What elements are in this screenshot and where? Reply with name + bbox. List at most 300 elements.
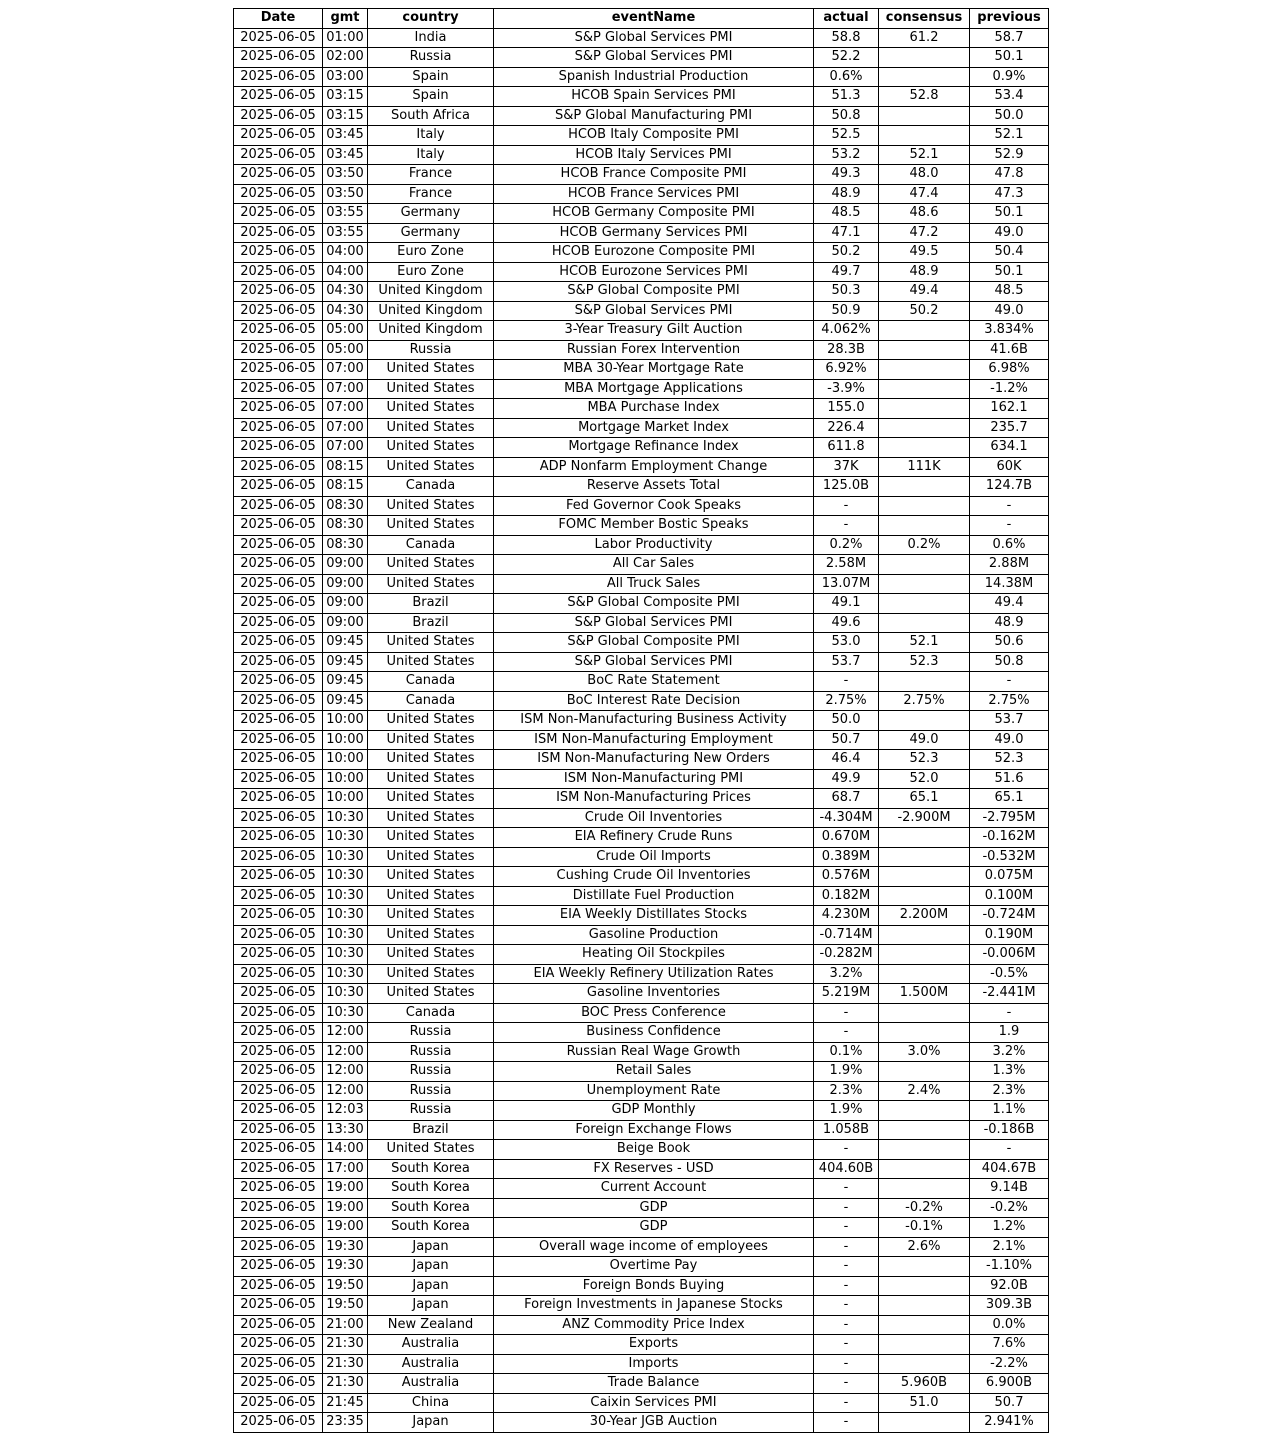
cell-consensus: -0.1% xyxy=(879,1218,970,1238)
cell-date: 2025-06-05 xyxy=(234,1159,323,1179)
cell-event-name: S&P Global Services PMI xyxy=(494,48,814,68)
cell-consensus: 2.200M xyxy=(879,906,970,926)
cell-consensus xyxy=(879,516,970,536)
table-row xyxy=(234,321,1049,341)
cell-date: 2025-06-05 xyxy=(234,1140,323,1160)
cell-consensus xyxy=(879,1179,970,1199)
cell-date: 2025-06-05 xyxy=(234,1062,323,1082)
cell-gmt: 10:30 xyxy=(323,1003,368,1023)
table-row xyxy=(234,1296,1049,1316)
cell-actual: - xyxy=(814,1218,879,1238)
cell-consensus: 49.0 xyxy=(879,730,970,750)
cell-event-name: Fed Governor Cook Speaks xyxy=(494,496,814,516)
table-row xyxy=(234,184,1049,204)
cell-actual: 48.5 xyxy=(814,204,879,224)
cell-date: 2025-06-05 xyxy=(234,711,323,731)
column-header-actual: actual xyxy=(814,9,879,29)
cell-date: 2025-06-05 xyxy=(234,1198,323,1218)
cell-event-name: HCOB Eurozone Composite PMI xyxy=(494,243,814,263)
cell-consensus: 111K xyxy=(879,457,970,477)
cell-event-name: MBA Purchase Index xyxy=(494,399,814,419)
table-row xyxy=(234,925,1049,945)
cell-country: United States xyxy=(368,379,494,399)
cell-consensus: 52.1 xyxy=(879,145,970,165)
cell-date: 2025-06-05 xyxy=(234,769,323,789)
cell-date: 2025-06-05 xyxy=(234,808,323,828)
cell-gmt: 07:00 xyxy=(323,438,368,458)
table-row xyxy=(234,769,1049,789)
cell-gmt: 09:00 xyxy=(323,594,368,614)
cell-actual: 48.9 xyxy=(814,184,879,204)
cell-consensus: 48.0 xyxy=(879,165,970,185)
cell-consensus: 2.4% xyxy=(879,1081,970,1101)
table-row xyxy=(234,126,1049,146)
cell-date: 2025-06-05 xyxy=(234,321,323,341)
cell-event-name: BoC Rate Statement xyxy=(494,672,814,692)
cell-date: 2025-06-05 xyxy=(234,48,323,68)
cell-consensus xyxy=(879,1120,970,1140)
cell-consensus xyxy=(879,67,970,87)
cell-event-name: 30-Year JGB Auction xyxy=(494,1413,814,1433)
cell-event-name: EIA Weekly Distillates Stocks xyxy=(494,906,814,926)
cell-gmt: 10:30 xyxy=(323,925,368,945)
cell-gmt: 19:30 xyxy=(323,1257,368,1277)
column-header-previous: previous xyxy=(970,9,1049,29)
cell-event-name: Beige Book xyxy=(494,1140,814,1160)
cell-country: China xyxy=(368,1393,494,1413)
cell-event-name: Overtime Pay xyxy=(494,1257,814,1277)
cell-actual: 53.2 xyxy=(814,145,879,165)
cell-previous: 52.1 xyxy=(970,126,1049,146)
table-row xyxy=(234,223,1049,243)
cell-event-name: FOMC Member Bostic Speaks xyxy=(494,516,814,536)
cell-consensus xyxy=(879,847,970,867)
cell-actual: 46.4 xyxy=(814,750,879,770)
cell-event-name: S&P Global Services PMI xyxy=(494,301,814,321)
cell-date: 2025-06-05 xyxy=(234,184,323,204)
cell-country: Australia xyxy=(368,1354,494,1374)
cell-actual: 0.389M xyxy=(814,847,879,867)
cell-gmt: 19:50 xyxy=(323,1276,368,1296)
table-row xyxy=(234,633,1049,653)
cell-event-name: Business Confidence xyxy=(494,1023,814,1043)
cell-previous: -2.2% xyxy=(970,1354,1049,1374)
table-row xyxy=(234,1023,1049,1043)
cell-previous: 60K xyxy=(970,457,1049,477)
cell-date: 2025-06-05 xyxy=(234,1218,323,1238)
cell-event-name: Mortgage Refinance Index xyxy=(494,438,814,458)
cell-consensus xyxy=(879,594,970,614)
cell-previous: -0.006M xyxy=(970,945,1049,965)
cell-event-name: 3-Year Treasury Gilt Auction xyxy=(494,321,814,341)
cell-event-name: GDP Monthly xyxy=(494,1101,814,1121)
cell-gmt: 03:15 xyxy=(323,87,368,107)
cell-event-name: Reserve Assets Total xyxy=(494,477,814,497)
cell-actual: 50.2 xyxy=(814,243,879,263)
cell-consensus xyxy=(879,1101,970,1121)
cell-previous: -2.441M xyxy=(970,984,1049,1004)
table-row xyxy=(234,399,1049,419)
cell-actual: 1.9% xyxy=(814,1062,879,1082)
cell-gmt: 09:00 xyxy=(323,574,368,594)
cell-country: South Korea xyxy=(368,1159,494,1179)
table-row xyxy=(234,516,1049,536)
table-row xyxy=(234,808,1049,828)
cell-gmt: 03:55 xyxy=(323,223,368,243)
cell-event-name: All Truck Sales xyxy=(494,574,814,594)
cell-previous: 41.6B xyxy=(970,340,1049,360)
cell-gmt: 08:30 xyxy=(323,535,368,555)
cell-actual: 50.3 xyxy=(814,282,879,302)
table-row xyxy=(234,1413,1049,1433)
cell-consensus: 52.8 xyxy=(879,87,970,107)
cell-date: 2025-06-05 xyxy=(234,204,323,224)
cell-gmt: 09:00 xyxy=(323,613,368,633)
cell-consensus: 3.0% xyxy=(879,1042,970,1062)
cell-date: 2025-06-05 xyxy=(234,282,323,302)
cell-consensus: 52.0 xyxy=(879,769,970,789)
cell-country: Japan xyxy=(368,1276,494,1296)
cell-consensus xyxy=(879,418,970,438)
cell-previous: 1.3% xyxy=(970,1062,1049,1082)
cell-gmt: 10:30 xyxy=(323,808,368,828)
cell-previous: 6.900B xyxy=(970,1374,1049,1394)
cell-gmt: 21:30 xyxy=(323,1354,368,1374)
cell-actual: - xyxy=(814,1296,879,1316)
cell-date: 2025-06-05 xyxy=(234,1276,323,1296)
cell-actual: - xyxy=(814,1374,879,1394)
cell-previous: - xyxy=(970,672,1049,692)
cell-previous: 49.0 xyxy=(970,223,1049,243)
cell-date: 2025-06-05 xyxy=(234,438,323,458)
cell-date: 2025-06-05 xyxy=(234,301,323,321)
cell-gmt: 08:15 xyxy=(323,457,368,477)
cell-consensus: 47.2 xyxy=(879,223,970,243)
cell-country: South Korea xyxy=(368,1218,494,1238)
cell-gmt: 14:00 xyxy=(323,1140,368,1160)
cell-country: Spain xyxy=(368,67,494,87)
cell-consensus xyxy=(879,1276,970,1296)
cell-actual: 0.182M xyxy=(814,886,879,906)
cell-date: 2025-06-05 xyxy=(234,340,323,360)
cell-country: United States xyxy=(368,516,494,536)
cell-date: 2025-06-05 xyxy=(234,1042,323,1062)
cell-country: Euro Zone xyxy=(368,243,494,263)
cell-previous: 3.2% xyxy=(970,1042,1049,1062)
cell-date: 2025-06-05 xyxy=(234,1374,323,1394)
cell-gmt: 21:30 xyxy=(323,1335,368,1355)
cell-gmt: 03:00 xyxy=(323,67,368,87)
table-row xyxy=(234,945,1049,965)
cell-country: United States xyxy=(368,457,494,477)
cell-actual: 51.3 xyxy=(814,87,879,107)
cell-consensus: 1.500M xyxy=(879,984,970,1004)
cell-event-name: ISM Non-Manufacturing PMI xyxy=(494,769,814,789)
cell-country: United States xyxy=(368,574,494,594)
cell-actual: -0.714M xyxy=(814,925,879,945)
cell-country: United States xyxy=(368,399,494,419)
cell-previous: 49.0 xyxy=(970,730,1049,750)
cell-country: India xyxy=(368,28,494,48)
cell-event-name: HCOB Italy Composite PMI xyxy=(494,126,814,146)
cell-previous: 0.6% xyxy=(970,535,1049,555)
cell-actual: 6.92% xyxy=(814,360,879,380)
cell-date: 2025-06-05 xyxy=(234,867,323,887)
cell-previous: 14.38M xyxy=(970,574,1049,594)
cell-actual: - xyxy=(814,1140,879,1160)
cell-actual: - xyxy=(814,1315,879,1335)
table-row xyxy=(234,789,1049,809)
cell-date: 2025-06-05 xyxy=(234,262,323,282)
cell-country: Japan xyxy=(368,1257,494,1277)
cell-country: United States xyxy=(368,1140,494,1160)
cell-gmt: 05:00 xyxy=(323,321,368,341)
cell-date: 2025-06-05 xyxy=(234,828,323,848)
cell-date: 2025-06-05 xyxy=(234,67,323,87)
table-row xyxy=(234,1159,1049,1179)
cell-previous: 2.3% xyxy=(970,1081,1049,1101)
cell-country: United States xyxy=(368,925,494,945)
cell-event-name: Foreign Investments in Japanese Stocks xyxy=(494,1296,814,1316)
cell-date: 2025-06-05 xyxy=(234,1023,323,1043)
table-row xyxy=(234,262,1049,282)
cell-country: France xyxy=(368,184,494,204)
cell-event-name: Foreign Bonds Buying xyxy=(494,1276,814,1296)
cell-event-name: BoC Interest Rate Decision xyxy=(494,691,814,711)
cell-date: 2025-06-05 xyxy=(234,418,323,438)
cell-actual: 53.7 xyxy=(814,652,879,672)
cell-consensus xyxy=(879,106,970,126)
cell-consensus: 50.2 xyxy=(879,301,970,321)
cell-gmt: 10:00 xyxy=(323,750,368,770)
cell-country: United States xyxy=(368,730,494,750)
cell-country: Russia xyxy=(368,1023,494,1043)
cell-country: United States xyxy=(368,496,494,516)
cell-country: United Kingdom xyxy=(368,321,494,341)
cell-consensus: 61.2 xyxy=(879,28,970,48)
cell-gmt: 13:30 xyxy=(323,1120,368,1140)
cell-actual: 50.9 xyxy=(814,301,879,321)
cell-date: 2025-06-05 xyxy=(234,730,323,750)
cell-previous: 0.9% xyxy=(970,67,1049,87)
cell-gmt: 08:15 xyxy=(323,477,368,497)
table-row xyxy=(234,204,1049,224)
table-row xyxy=(234,1335,1049,1355)
table-row xyxy=(234,87,1049,107)
cell-previous: 47.8 xyxy=(970,165,1049,185)
cell-previous: 50.8 xyxy=(970,652,1049,672)
table-row xyxy=(234,1140,1049,1160)
cell-actual: 13.07M xyxy=(814,574,879,594)
cell-actual: 0.6% xyxy=(814,67,879,87)
cell-actual: -0.282M xyxy=(814,945,879,965)
cell-actual: 0.670M xyxy=(814,828,879,848)
cell-event-name: All Car Sales xyxy=(494,555,814,575)
table-row xyxy=(234,574,1049,594)
cell-country: United States xyxy=(368,555,494,575)
cell-event-name: S&P Global Services PMI xyxy=(494,613,814,633)
cell-event-name: ISM Non-Manufacturing New Orders xyxy=(494,750,814,770)
cell-previous: 49.0 xyxy=(970,301,1049,321)
table-row xyxy=(234,477,1049,497)
cell-previous: 50.1 xyxy=(970,204,1049,224)
cell-country: United States xyxy=(368,652,494,672)
cell-gmt: 17:00 xyxy=(323,1159,368,1179)
cell-previous: 50.1 xyxy=(970,48,1049,68)
cell-consensus xyxy=(879,1023,970,1043)
cell-country: Australia xyxy=(368,1335,494,1355)
cell-actual: - xyxy=(814,1023,879,1043)
cell-country: South Korea xyxy=(368,1179,494,1199)
cell-event-name: Mortgage Market Index xyxy=(494,418,814,438)
cell-date: 2025-06-05 xyxy=(234,633,323,653)
table-body xyxy=(234,28,1049,1432)
cell-country: United States xyxy=(368,418,494,438)
cell-gmt: 19:50 xyxy=(323,1296,368,1316)
cell-date: 2025-06-05 xyxy=(234,145,323,165)
cell-gmt: 07:00 xyxy=(323,360,368,380)
table-row xyxy=(234,828,1049,848)
cell-event-name: Russian Forex Intervention xyxy=(494,340,814,360)
cell-gmt: 19:30 xyxy=(323,1237,368,1257)
cell-date: 2025-06-05 xyxy=(234,906,323,926)
cell-previous: 1.9 xyxy=(970,1023,1049,1043)
cell-event-name: S&P Global Manufacturing PMI xyxy=(494,106,814,126)
cell-previous: 0.190M xyxy=(970,925,1049,945)
cell-event-name: Gasoline Inventories xyxy=(494,984,814,1004)
cell-date: 2025-06-05 xyxy=(234,223,323,243)
table-row xyxy=(234,301,1049,321)
cell-actual: 4.230M xyxy=(814,906,879,926)
cell-consensus: 2.6% xyxy=(879,1237,970,1257)
table-row xyxy=(234,438,1049,458)
table-row xyxy=(234,106,1049,126)
cell-consensus: 0.2% xyxy=(879,535,970,555)
cell-actual: 49.6 xyxy=(814,613,879,633)
cell-actual: - xyxy=(814,1179,879,1199)
cell-event-name: BOC Press Conference xyxy=(494,1003,814,1023)
cell-country: Russia xyxy=(368,1101,494,1121)
table-row xyxy=(234,964,1049,984)
cell-gmt: 19:00 xyxy=(323,1218,368,1238)
cell-date: 2025-06-05 xyxy=(234,789,323,809)
cell-consensus xyxy=(879,340,970,360)
cell-actual: - xyxy=(814,1276,879,1296)
cell-gmt: 08:30 xyxy=(323,496,368,516)
cell-date: 2025-06-05 xyxy=(234,750,323,770)
cell-country: Brazil xyxy=(368,613,494,633)
cell-previous: 634.1 xyxy=(970,438,1049,458)
table-row xyxy=(234,379,1049,399)
cell-gmt: 03:50 xyxy=(323,184,368,204)
cell-event-name: Russian Real Wage Growth xyxy=(494,1042,814,1062)
cell-country: Brazil xyxy=(368,1120,494,1140)
table-row xyxy=(234,340,1049,360)
cell-consensus xyxy=(879,964,970,984)
cell-country: United States xyxy=(368,438,494,458)
cell-previous: 1.1% xyxy=(970,1101,1049,1121)
cell-actual: - xyxy=(814,1257,879,1277)
cell-event-name: Exports xyxy=(494,1335,814,1355)
cell-consensus xyxy=(879,1159,970,1179)
cell-event-name: Heating Oil Stockpiles xyxy=(494,945,814,965)
cell-date: 2025-06-05 xyxy=(234,496,323,516)
cell-consensus xyxy=(879,1140,970,1160)
cell-country: Japan xyxy=(368,1413,494,1433)
table-row xyxy=(234,243,1049,263)
cell-country: United States xyxy=(368,711,494,731)
cell-actual: 1.9% xyxy=(814,1101,879,1121)
cell-actual: - xyxy=(814,1413,879,1433)
cell-event-name: Current Account xyxy=(494,1179,814,1199)
cell-event-name: Caixin Services PMI xyxy=(494,1393,814,1413)
table-row xyxy=(234,652,1049,672)
cell-gmt: 09:45 xyxy=(323,672,368,692)
cell-date: 2025-06-05 xyxy=(234,379,323,399)
cell-gmt: 01:00 xyxy=(323,28,368,48)
cell-gmt: 10:00 xyxy=(323,711,368,731)
table-row xyxy=(234,672,1049,692)
cell-previous: 52.3 xyxy=(970,750,1049,770)
cell-date: 2025-06-05 xyxy=(234,477,323,497)
cell-actual: 28.3B xyxy=(814,340,879,360)
cell-consensus xyxy=(879,574,970,594)
cell-gmt: 05:00 xyxy=(323,340,368,360)
table-row xyxy=(234,282,1049,302)
cell-gmt: 10:30 xyxy=(323,847,368,867)
cell-country: Japan xyxy=(368,1296,494,1316)
cell-gmt: 23:35 xyxy=(323,1413,368,1433)
cell-event-name: HCOB France Composite PMI xyxy=(494,165,814,185)
cell-consensus xyxy=(879,48,970,68)
cell-gmt: 12:00 xyxy=(323,1042,368,1062)
cell-gmt: 09:45 xyxy=(323,652,368,672)
cell-event-name: HCOB France Services PMI xyxy=(494,184,814,204)
cell-gmt: 12:03 xyxy=(323,1101,368,1121)
cell-actual: 611.8 xyxy=(814,438,879,458)
cell-date: 2025-06-05 xyxy=(234,594,323,614)
table-row xyxy=(234,886,1049,906)
cell-country: Russia xyxy=(368,1042,494,1062)
cell-previous: 49.4 xyxy=(970,594,1049,614)
cell-country: United States xyxy=(368,633,494,653)
cell-event-name: GDP xyxy=(494,1198,814,1218)
cell-country: United Kingdom xyxy=(368,301,494,321)
cell-gmt: 19:00 xyxy=(323,1179,368,1199)
column-header-country: country xyxy=(368,9,494,29)
cell-date: 2025-06-05 xyxy=(234,1237,323,1257)
cell-event-name: Cushing Crude Oil Inventories xyxy=(494,867,814,887)
cell-date: 2025-06-05 xyxy=(234,1081,323,1101)
cell-country: Canada xyxy=(368,672,494,692)
table-row xyxy=(234,1374,1049,1394)
cell-gmt: 04:30 xyxy=(323,282,368,302)
cell-event-name: Unemployment Rate xyxy=(494,1081,814,1101)
cell-country: Japan xyxy=(368,1237,494,1257)
cell-event-name: EIA Weekly Refinery Utilization Rates xyxy=(494,964,814,984)
cell-consensus: 49.5 xyxy=(879,243,970,263)
cell-event-name: Gasoline Production xyxy=(494,925,814,945)
cell-country: Italy xyxy=(368,145,494,165)
cell-country: United States xyxy=(368,867,494,887)
cell-previous: 48.9 xyxy=(970,613,1049,633)
cell-event-name: HCOB Eurozone Services PMI xyxy=(494,262,814,282)
table-row xyxy=(234,750,1049,770)
table-row xyxy=(234,496,1049,516)
table-row xyxy=(234,1003,1049,1023)
cell-consensus: 52.3 xyxy=(879,652,970,672)
cell-consensus xyxy=(879,672,970,692)
